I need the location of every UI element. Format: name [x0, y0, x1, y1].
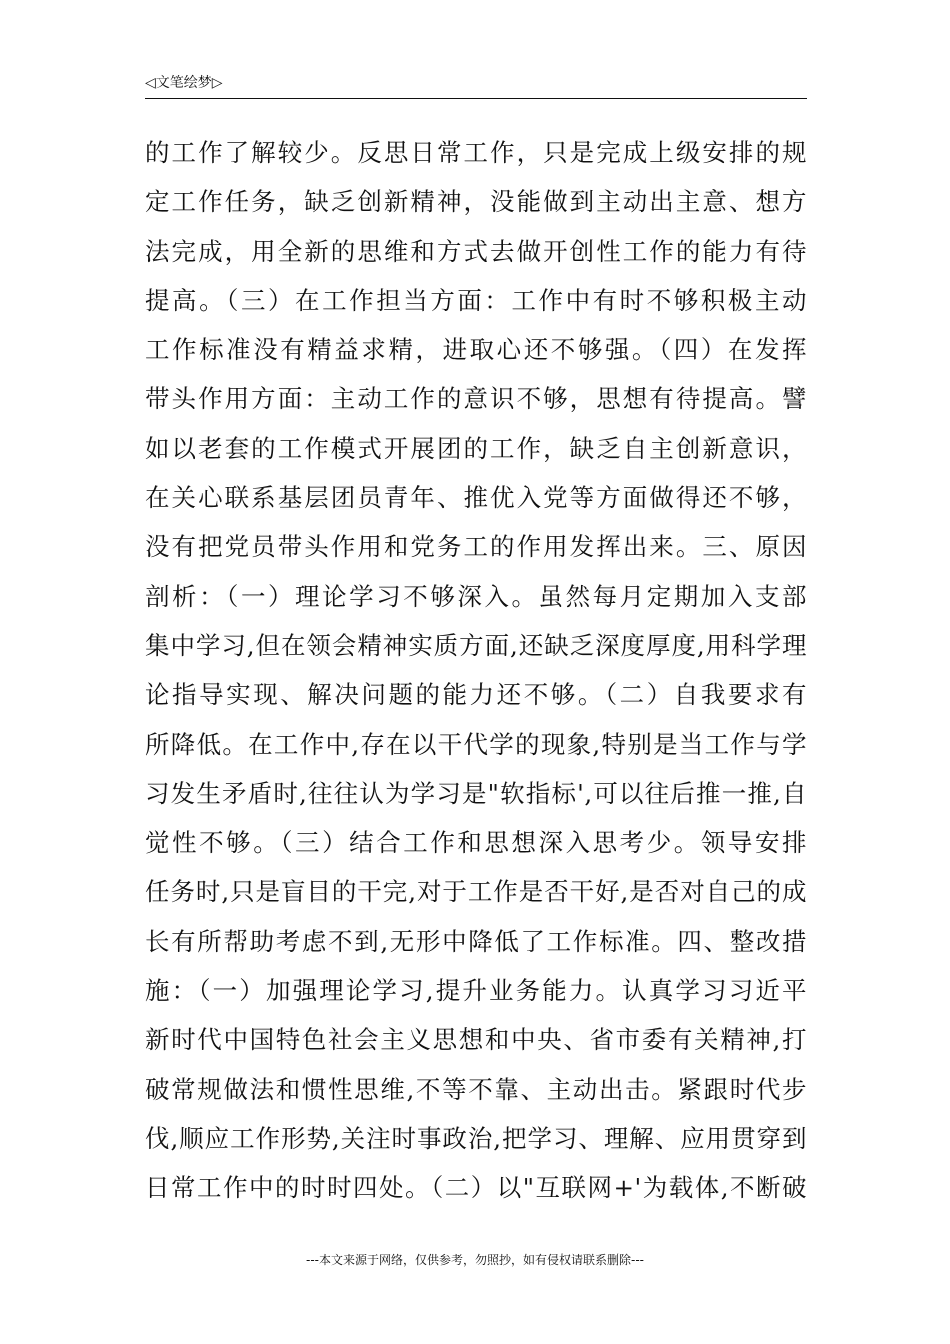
- body-line: 长有所帮助考虑不到,无形中降低了工作标准。四、整改措: [145, 926, 807, 956]
- body-line: 法完成，用全新的思维和方式去做开创性工作的能力有待: [145, 236, 807, 266]
- body-line: 施：（一）加强理论学习,提升业务能力。认真学习习近平: [145, 976, 807, 1006]
- body-line: 在关心联系基层团员青年、推优入党等方面做得还不够，: [145, 483, 807, 513]
- body-line: 日常工作中的时时四处。（二）以"互联网+'为载体,不断破: [145, 1173, 807, 1203]
- body-line: 工作标准没有精益求精，进取心还不够强。（四）在发挥: [145, 335, 807, 365]
- body-line: 带头作用方面：主动工作的意识不够，思想有待提高。譬: [145, 384, 807, 414]
- page-header: [145, 72, 807, 99]
- document-body: [145, 128, 807, 1213]
- body-line: 习发生矛盾时,往往认为学习是"软指标',可以往后推一推,自: [145, 778, 807, 808]
- header-brand: ◁文笔绘梦▷: [145, 75, 223, 91]
- body-line: 任务时,只是盲目的干完,对于工作是否干好,是否对自己的成: [145, 877, 807, 907]
- body-line: 剖析：（一）理论学习不够深入。虽然每月定期加入支部: [145, 581, 807, 611]
- footer-notice: ---本文来源于网络，仅供参考，勿照抄，如有侵权请联系删除---: [306, 1253, 644, 1267]
- body-line: 破常规做法和惯性思维,不等不靠、主动出击。紧跟时代步: [145, 1074, 807, 1104]
- body-line: 伐,顺应工作形势,关注时事政治,把学习、理解、应用贯穿到: [145, 1123, 807, 1153]
- body-line: 觉性不够。（三）结合工作和思想深入思考少。领导安排: [145, 828, 807, 858]
- body-line: 论指导实现、解决问题的能力还不够。（二）自我要求有: [145, 680, 807, 710]
- body-line: 集中学习,但在领会精神实质方面,还缺乏深度厚度,用科学理: [145, 630, 807, 660]
- body-line: 没有把党员带头作用和党务工的作用发挥出来。三、原因: [145, 532, 807, 562]
- body-line: 如以老套的工作模式开展团的工作，缺乏自主创新意识，: [145, 433, 807, 463]
- body-line: 提高。（三）在工作担当方面：工作中有时不够积极主动: [145, 285, 807, 315]
- body-line: 新时代中国特色社会主义思想和中央、省市委有关精神,打: [145, 1025, 807, 1055]
- body-line: 所降低。在工作中,存在以干代学的现象,特别是当工作与学: [145, 729, 807, 759]
- body-line: 的工作了解较少。反思日常工作，只是完成上级安排的规: [145, 138, 807, 167]
- body-line: 定工作任务，缺乏创新精神，没能做到主动出主意、想方: [145, 187, 807, 217]
